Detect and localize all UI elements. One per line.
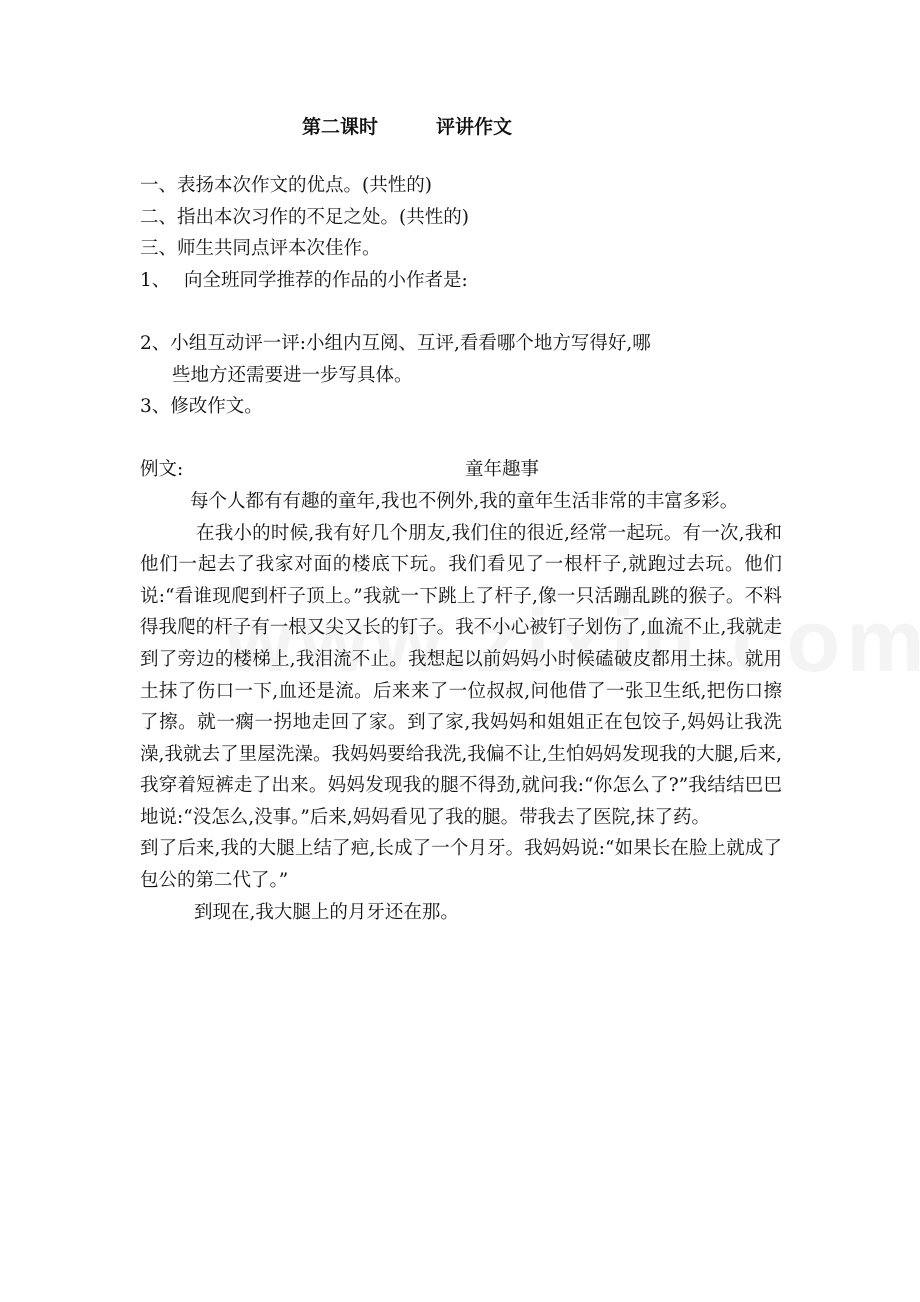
example-label: 例文: <box>140 459 184 481</box>
lesson-content <box>140 170 780 928</box>
example-essay <box>140 486 782 928</box>
essay-paragraph-3: 到了后来,我的大腿上结了疤,长成了一个月牙。我妈妈说:“如果长在脸上就成了包公的第二代了。” <box>140 838 782 892</box>
item-three: 三、师生共同点评本次佳作。 <box>140 238 381 260</box>
title-topic: 评讲作文 <box>436 116 513 138</box>
sub-item-1-text: 向全班同学推荐的作品的小作者是: <box>184 269 468 291</box>
page-title <box>302 112 512 139</box>
sub-item-1 <box>140 265 780 297</box>
sub-item-3: 3、修改作文。 <box>140 396 263 418</box>
spacer <box>140 423 780 455</box>
spacer <box>140 296 780 328</box>
sub-item-1-number: 1、 <box>140 269 171 291</box>
sub-item-2-line1: 2、小组互动评一评:小组内互阅、互评,看看哪个地方写得好,哪 <box>140 332 651 354</box>
example-title: 童年趣事 <box>465 459 540 481</box>
essay-paragraph-2: 在我小的时候,我有好几个朋友,我们住的很近,经常一起玩。有一次,我和他们一起去了我家对面的楼底下玩。我们看见了一根杆子,就跑过去玩。他们说:“看谁现爬到杆子顶上。”我就一下跳上了杆子,像一只活蹦乱跳的猴子。不料得我爬的杆子有一根又尖又长的钉子。我不小心被钉子划伤了,血流不止,我就走到了旁边的楼梯上,我泪流不止。我想起以前妈妈小时候磕破皮都用土抹。就用土抹了伤口一下,血还是流。后来来了一位叔叔,问他借了一张卫生纸,把伤口擦了擦。就一瘸一拐地走回了家。到了家,我妈妈和姐姐正在包饺子,妈妈让我洗澡,我就去了里屋洗澡。我妈妈要给我洗,我偏不让,生怕妈妈发现我的大腿,后来,我穿着短裤走了出来。妈妈发现我的腿不得劲,就问我:“你怎么了?”我结结巴巴地说:“没怎么,没事。”后来,妈妈看见了我的腿。带我去了医院,抹了药。 <box>140 522 782 828</box>
essay-paragraph-1: 每个人都有有趣的童年,我也不例外,我的童年生活非常的丰富多彩。 <box>190 490 739 512</box>
item-two: 二、指出本次习作的不足之处。(共性的) <box>140 206 469 228</box>
title-lesson: 第二课时 <box>302 116 379 138</box>
example-header <box>140 454 780 486</box>
item-one: 一、表扬本次作文的优点。(共性的) <box>140 175 432 196</box>
sub-item-2-line2: 些地方还需要进一步写具体。 <box>172 364 413 386</box>
essay-paragraph-4: 到现在,我大腿上的月牙还在那。 <box>194 901 459 923</box>
